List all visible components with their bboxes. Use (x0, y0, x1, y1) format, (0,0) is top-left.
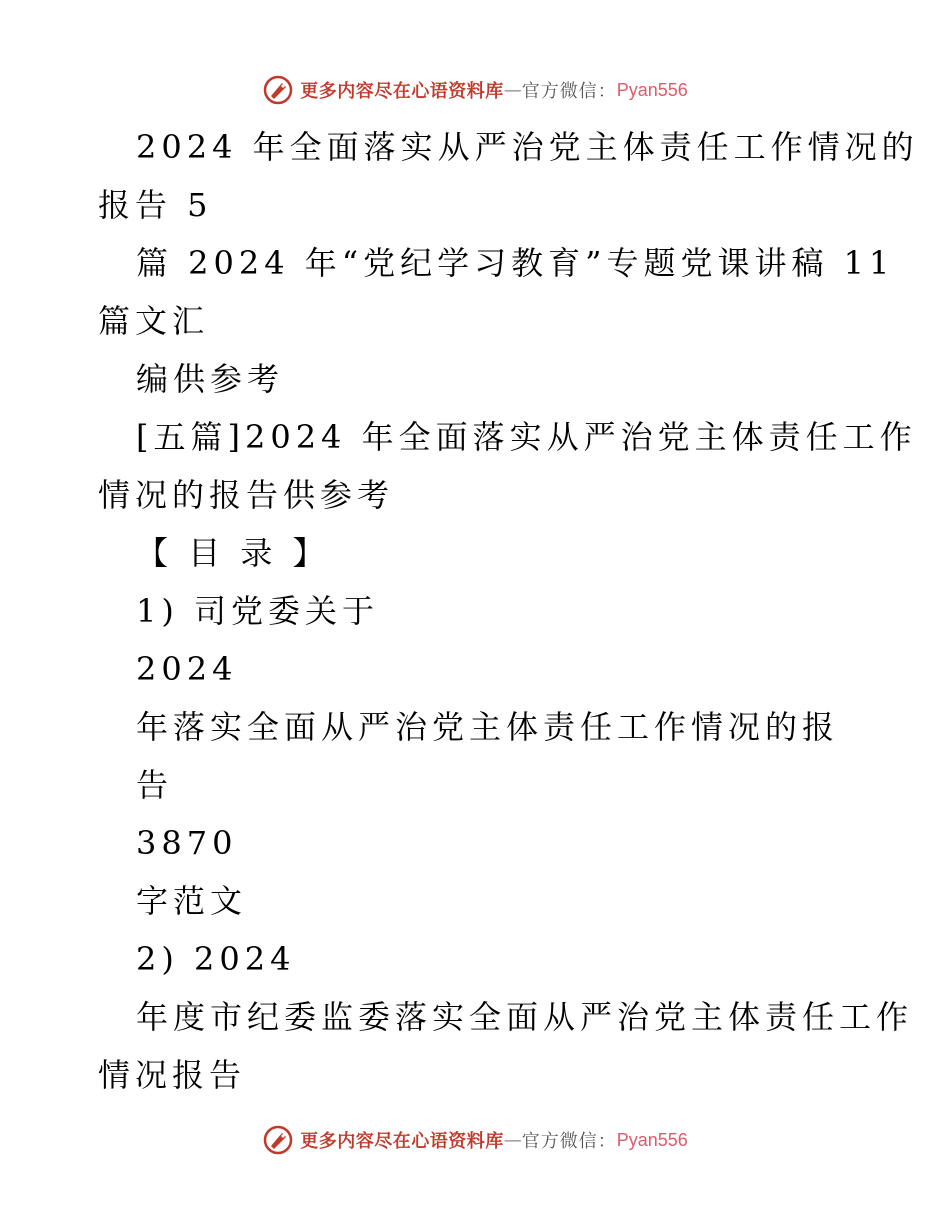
text-line: 情况的报告供参考 (98, 476, 395, 514)
banner-separator: — (503, 1129, 522, 1151)
text-line: 2024 (136, 650, 238, 688)
text-line: 2024 年全面落实从严治党主体责任工作情况的 (136, 128, 919, 166)
pen-nib-logo-icon (262, 1124, 294, 1156)
banner-separator: — (503, 79, 522, 101)
text-line: 报告 5 (98, 186, 213, 224)
pen-nib-logo-icon (262, 74, 294, 106)
wechat-label: 官方微信： (521, 81, 617, 102)
text-line: 年落实全面从严治党主体责任工作情况的报 (136, 708, 840, 746)
site-name: 更多内容尽在心语资料库 (300, 1131, 504, 1152)
text-line: [五篇]2024 年全面落实从严治党主体责任工作 (136, 418, 917, 456)
text-line: 篇 2024 年“党纪学习教育”专题党课讲稿 11 (136, 244, 895, 282)
header-banner-inner (262, 74, 688, 106)
site-name: 更多内容尽在心语资料库 (300, 81, 504, 102)
text-line: 编供参考 (136, 360, 285, 398)
wechat-label: 官方微信： (521, 1131, 617, 1152)
text-line: 3870 (136, 824, 238, 862)
text-line: 2) 2024 (136, 940, 296, 978)
text-line: 1) 司党委关于 (136, 592, 380, 630)
wechat-id: Pyan556 (616, 1129, 688, 1150)
text-line: 篇文汇 (98, 302, 210, 340)
text-line: 年度市纪委监委落实全面从严治党主体责任工作 (136, 998, 914, 1036)
wechat-id: Pyan556 (616, 79, 688, 100)
header-banner (0, 70, 950, 110)
document-body (98, 118, 919, 1104)
text-line: 情况报告 (98, 1056, 247, 1094)
toc-heading: 【 目 录 】 (136, 534, 330, 572)
text-line: 字范文 (136, 882, 248, 920)
footer-banner-inner (262, 1124, 688, 1156)
text-line: 告 (136, 766, 174, 804)
footer-banner (0, 1120, 950, 1160)
